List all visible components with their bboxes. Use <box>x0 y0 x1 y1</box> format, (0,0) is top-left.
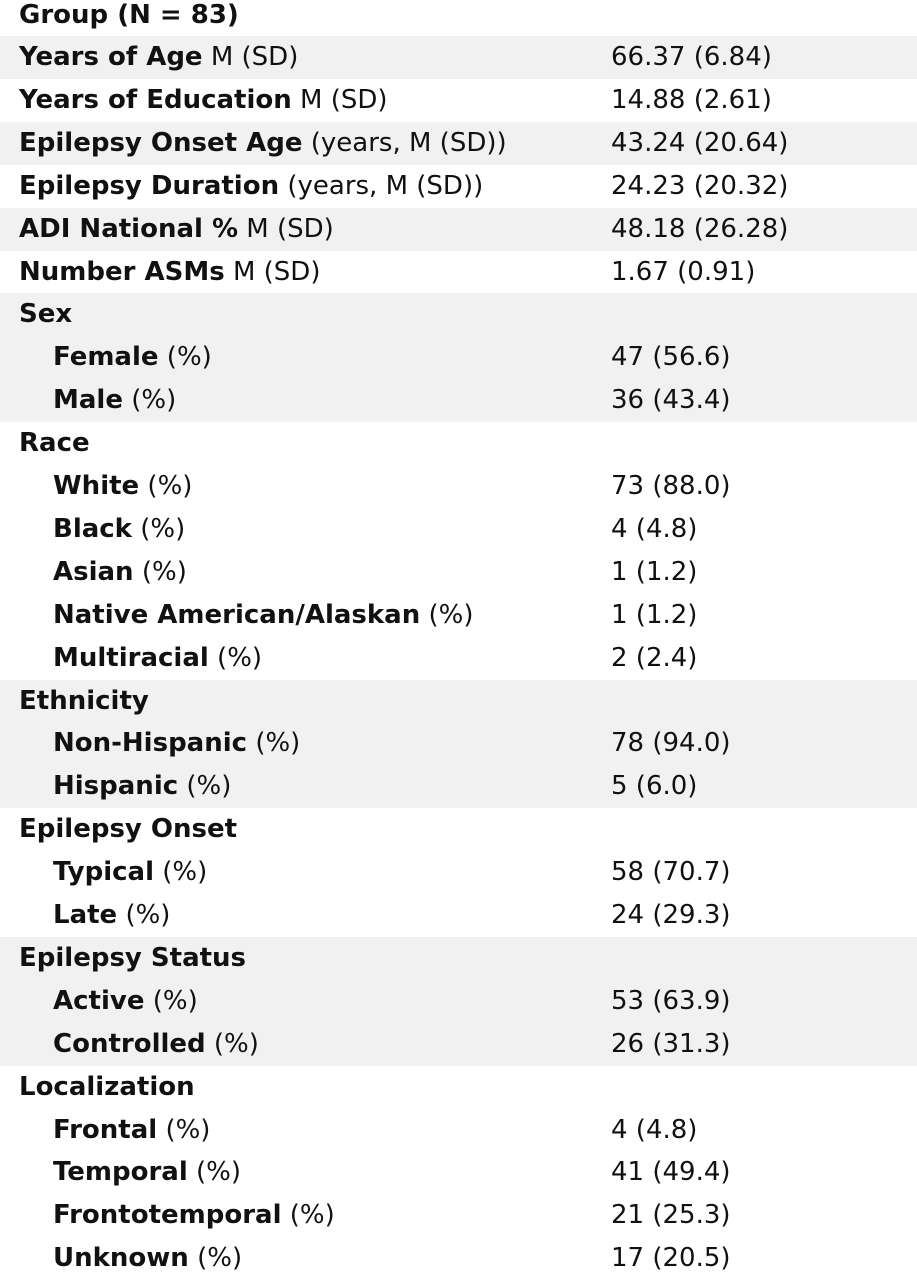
row-sublabel <box>53 1194 335 1237</box>
row-label-unit: (%) <box>420 599 474 630</box>
row-label-bold: ADI National % <box>19 213 239 244</box>
row-label <box>19 251 320 294</box>
table-row <box>0 79 917 122</box>
row-label-unit: (%) <box>117 900 171 930</box>
table-row <box>0 422 917 465</box>
table-row <box>0 336 917 379</box>
row-label <box>19 1066 195 1109</box>
row-label-bold: Number ASMs <box>19 256 225 287</box>
row-value: 58 (70.7) <box>611 857 731 888</box>
row-label <box>19 122 507 165</box>
row-label-bold: Female <box>53 342 159 373</box>
row-label-unit: (%) <box>131 513 186 544</box>
row-label-unit: M (SD) <box>238 213 334 244</box>
row-label-unit: (years, M (SD)) <box>279 170 484 201</box>
table-header <box>0 0 917 35</box>
row-sublabel <box>53 594 474 637</box>
row-value: 21 (25.3) <box>611 1200 731 1231</box>
row-label-bold: Asian <box>53 556 134 587</box>
row-label-unit: (%) <box>178 771 232 802</box>
row-label <box>19 293 72 336</box>
table-row <box>0 465 917 508</box>
row-label-unit: (%) <box>205 1028 259 1059</box>
row-label-bold: Temporal <box>53 1157 188 1188</box>
row-value: 2 (2.4) <box>611 642 698 673</box>
row-sublabel <box>53 851 207 894</box>
row-label-unit: (%) <box>158 342 212 373</box>
row-label <box>19 937 246 980</box>
table-row <box>0 508 917 551</box>
row-label-unit: (%) <box>122 385 177 416</box>
table-row <box>0 594 917 637</box>
row-label-bold: Localization <box>19 1071 195 1102</box>
row-label-bold: Active <box>53 985 145 1016</box>
row-label <box>19 422 90 465</box>
row-sublabel <box>53 508 185 551</box>
row-label-bold: Race <box>19 428 90 459</box>
table-row <box>0 765 917 808</box>
row-value: 43.24 (20.64) <box>611 127 789 158</box>
row-sublabel <box>53 637 262 680</box>
row-value: 41 (49.4) <box>611 1157 731 1188</box>
row-value: 36 (43.4) <box>611 385 731 416</box>
row-label-bold: Non-Hispanic <box>53 728 248 759</box>
row-label-bold: Years of Age <box>19 42 203 72</box>
row-label-bold: Multiracial <box>53 642 209 673</box>
row-label-bold: Epilepsy Status <box>19 942 247 973</box>
row-sublabel <box>53 379 176 422</box>
row-value: 24.23 (20.32) <box>611 170 789 201</box>
row-value: 73 (88.0) <box>611 471 731 501</box>
table-row <box>0 208 917 251</box>
table-row <box>0 379 917 422</box>
row-value: 66.37 (6.84) <box>611 42 772 72</box>
row-label-bold: Unknown <box>53 1243 189 1274</box>
table-row <box>0 1066 917 1109</box>
row-label-bold: Black <box>53 513 132 544</box>
row-label <box>19 208 334 251</box>
row-label-bold: Epilepsy Duration <box>19 170 280 201</box>
row-value: 4 (4.8) <box>611 513 698 544</box>
table-row <box>0 894 917 937</box>
row-value: 1 (1.2) <box>611 556 698 587</box>
row-label-unit: M (SD) <box>291 84 388 115</box>
row-label-unit: (%) <box>187 1157 242 1188</box>
row-label-unit: (%) <box>247 728 301 759</box>
table-row <box>0 551 917 594</box>
row-label-bold: Sex <box>19 299 73 330</box>
row-label <box>19 165 483 208</box>
row-label-bold: Frontal <box>53 1114 158 1145</box>
table-row <box>0 722 917 765</box>
table-row <box>0 1023 917 1066</box>
row-value: 47 (56.6) <box>611 342 731 373</box>
row-label <box>19 79 388 122</box>
row-sublabel <box>53 465 192 508</box>
row-value: 24 (29.3) <box>611 900 731 930</box>
row-value: 5 (6.0) <box>611 771 698 802</box>
row-value: 1.67 (0.91) <box>611 256 756 287</box>
row-sublabel <box>53 551 187 594</box>
table-row <box>0 1194 917 1237</box>
row-label-unit: (years, M (SD)) <box>302 127 507 158</box>
row-label-bold: Typical <box>53 857 154 888</box>
row-value: 48.18 (26.28) <box>611 213 789 244</box>
table-row <box>0 980 917 1023</box>
table-row <box>0 808 917 851</box>
row-value: 1 (1.2) <box>611 599 698 630</box>
row-sublabel <box>53 1151 241 1194</box>
table-row <box>0 637 917 680</box>
header-label <box>19 0 239 30</box>
header-title: Group (N = 83) <box>19 0 239 30</box>
row-label-bold: Late <box>53 900 118 930</box>
table-row <box>0 1237 917 1280</box>
row-label-unit: (%) <box>157 1114 211 1145</box>
row-label-bold: Ethnicity <box>19 685 149 716</box>
row-label-unit: (%) <box>139 471 193 501</box>
table-row <box>0 851 917 894</box>
row-label-bold: Hispanic <box>53 771 179 802</box>
table-row <box>0 251 917 294</box>
table-row <box>0 293 917 336</box>
row-label-unit: (%) <box>133 556 187 587</box>
row-label-bold: White <box>53 471 140 501</box>
row-label <box>19 36 298 79</box>
row-sublabel <box>53 1237 242 1280</box>
table-row <box>0 165 917 208</box>
row-sublabel <box>53 1023 259 1066</box>
row-label-bold: Epilepsy Onset Age <box>19 127 303 158</box>
row-label-unit: M (SD) <box>202 42 299 72</box>
row-label-unit: (%) <box>208 642 263 673</box>
row-label <box>19 680 149 723</box>
row-label <box>19 808 237 851</box>
row-sublabel <box>53 336 212 379</box>
row-sublabel <box>53 894 170 937</box>
row-label-unit: M (SD) <box>224 256 321 287</box>
row-label-bold: Native American/Alaskan <box>53 599 421 630</box>
row-label-bold: Controlled <box>53 1028 206 1059</box>
table-row <box>0 1151 917 1194</box>
row-label-unit: (%) <box>144 985 198 1016</box>
row-sublabel <box>53 1109 210 1152</box>
row-value: 26 (31.3) <box>611 1028 731 1059</box>
row-label-unit: (%) <box>281 1200 335 1231</box>
row-value: 17 (20.5) <box>611 1243 731 1274</box>
row-sublabel <box>53 980 198 1023</box>
row-label-bold: Male <box>53 385 123 416</box>
row-label-bold: Frontotemporal <box>53 1200 282 1231</box>
row-label-unit: (%) <box>188 1243 243 1274</box>
row-sublabel <box>53 722 300 765</box>
row-value: 14.88 (2.61) <box>611 84 772 115</box>
row-value: 78 (94.0) <box>611 728 731 759</box>
row-label-bold: Epilepsy Onset <box>19 814 238 845</box>
row-value: 53 (63.9) <box>611 985 731 1016</box>
table-row <box>0 1109 917 1152</box>
row-label-bold: Years of Education <box>19 84 292 115</box>
table-row <box>0 36 917 79</box>
table-row <box>0 680 917 723</box>
row-value: 4 (4.8) <box>611 1114 698 1145</box>
table-row <box>0 937 917 980</box>
row-sublabel <box>53 765 231 808</box>
table-row <box>0 122 917 165</box>
row-label-unit: (%) <box>154 857 208 888</box>
